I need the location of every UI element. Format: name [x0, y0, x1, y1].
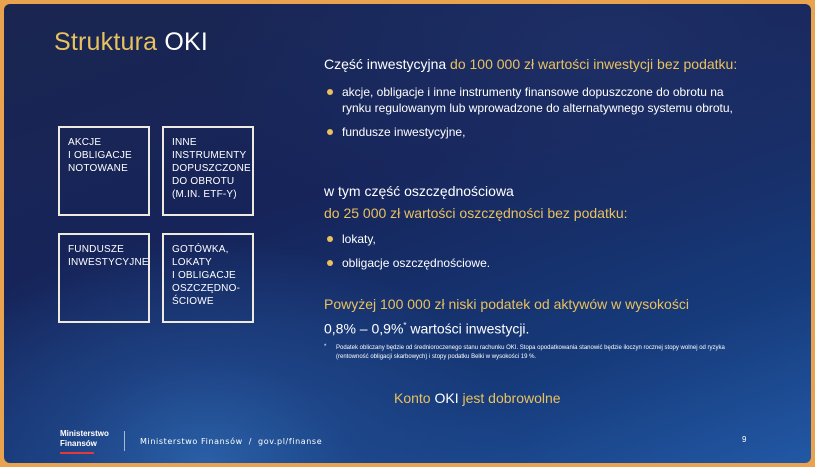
footer-text	[140, 437, 322, 446]
category-box-investment-funds	[58, 233, 150, 323]
page-number: 9	[742, 435, 747, 444]
box-line: AKCJE	[68, 137, 102, 148]
list-item: akcje, obligacje i inne instrumenty finansowe dopuszczone do obrotu na rynku regulowanym lub wprowadzone do alternatywnego systemu obrotu,	[324, 84, 754, 116]
tax-footnote-mark: *	[403, 321, 407, 330]
footer-url: gov.pl/finanse	[258, 437, 323, 446]
presentation-slide	[4, 4, 811, 463]
konto-voluntary	[394, 390, 561, 406]
konto-part1: Konto	[394, 390, 435, 406]
box-line: GOTÓWKA,	[172, 244, 229, 255]
slide-title	[54, 28, 208, 57]
investment-heading	[324, 56, 737, 72]
category-box-stocks-bonds	[58, 126, 150, 216]
tax-info-tail: wartości inwestycji.	[406, 320, 530, 337]
investment-heading-gold: do 100 000 zł wartości inwestycji bez podatku:	[446, 56, 738, 72]
title-part2: OKI	[164, 28, 209, 56]
box-line: INNE	[172, 137, 197, 148]
savings-subheading: do 25 000 zł wartości oszczędności bez podatku:	[324, 205, 628, 221]
footnote	[324, 344, 744, 362]
box-line: DOPUSZCZONE	[172, 163, 251, 174]
box-line: FUNDUSZE	[68, 244, 125, 255]
box-line: LOKATY	[172, 257, 212, 268]
list-item: fundusze inwestycyjne,	[324, 124, 754, 140]
konto-part3: jest dobrowolne	[458, 390, 561, 406]
box-line: I OBLIGACJE	[172, 270, 236, 281]
ministry-logo	[60, 429, 109, 449]
investment-list	[324, 84, 754, 140]
box-line: INSTRUMENTY	[172, 150, 247, 161]
tax-info	[324, 293, 744, 340]
footer-divider	[124, 431, 125, 451]
savings-list	[324, 231, 724, 279]
category-box-cash-deposits	[162, 233, 254, 323]
tax-rate: 0,8% – 0,9%	[324, 320, 404, 337]
konto-part2: OKI	[434, 390, 459, 406]
box-line: INWESTYCYJNE	[68, 257, 149, 268]
category-box-other-instruments	[162, 126, 254, 216]
box-line: (M.IN. ETF-Y)	[172, 189, 237, 200]
box-line: ŚCIOWE	[172, 296, 214, 307]
tax-info-gold: Powyżej 100 000 zł niski podatek od aktywów w wysokości	[324, 296, 689, 312]
list-item: obligacje oszczędnościowe.	[324, 255, 724, 271]
list-item: lokaty,	[324, 231, 724, 247]
footer-slash: /	[248, 437, 253, 446]
logo-red-bar	[60, 452, 94, 454]
footnote-text: Podatek obliczany będzie od średnioroczenego stanu rachunku OKI. Stopa opodatkowania stanowić będzie iloczyn rocznej stopy wolnej od ryzyka (rentowność obligacji skarbowych) i stopy podatku Belki w wysokości 19 %.	[336, 345, 725, 360]
box-line: I OBLIGACJE	[68, 150, 132, 161]
savings-heading: w tym część oszczędnościowa	[324, 183, 514, 199]
box-line: OSZCZĘDNO-	[172, 283, 241, 294]
box-line: DO OBROTU	[172, 176, 235, 187]
logo-line1: Ministerstwo	[60, 429, 109, 438]
title-part1: Struktura	[54, 28, 165, 56]
footer-ministry: Ministerstwo Finansów	[140, 437, 243, 446]
logo-line2: Finansów	[60, 439, 97, 448]
box-line: NOTOWANE	[68, 163, 128, 174]
investment-heading-white: Część inwestycyjna	[324, 56, 447, 72]
footnote-star: *	[324, 344, 327, 350]
